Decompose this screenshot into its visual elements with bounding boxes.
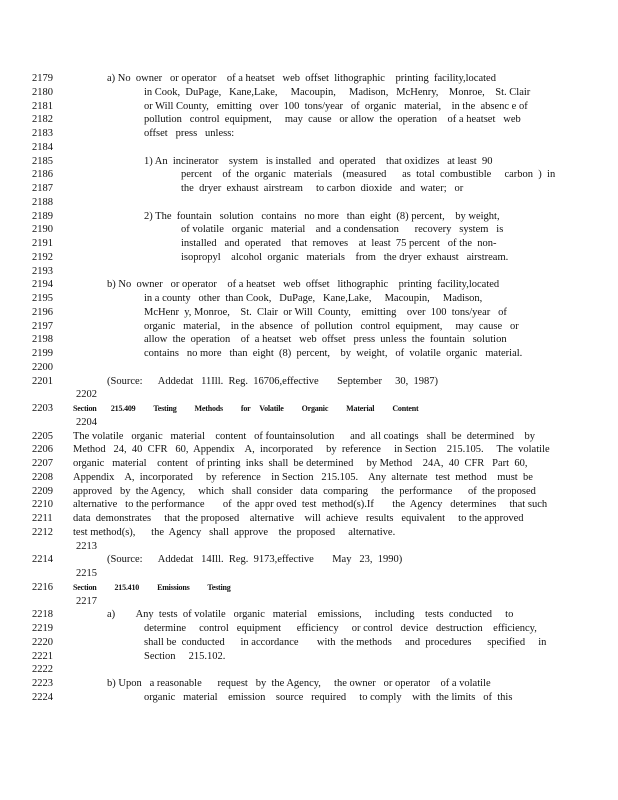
line-text: a) No owner or operator of a heatset web offset lithographic printing facility,located bbox=[107, 73, 496, 84]
section-heading: Section 215.409 Testing Methods for Volatile Organic Material Content bbox=[73, 404, 419, 413]
line-number: 2181 bbox=[32, 100, 53, 112]
line-number: 2192 bbox=[32, 251, 53, 263]
line-text: (Source: Addedat 14Ill. Reg. 9173,effective May 23, 1990) bbox=[107, 554, 403, 566]
line-number: 2222 bbox=[32, 664, 53, 676]
line-number: 2208 bbox=[32, 471, 53, 483]
line-number: 2219 bbox=[32, 623, 53, 634]
line-number: 2207 bbox=[32, 458, 53, 469]
line-number: 2195 bbox=[32, 293, 53, 304]
line-text: The volatile organic material content of fountainsolution and all coatings shall be determined by bbox=[73, 430, 535, 442]
line-number: 2212 bbox=[32, 526, 53, 538]
line-number: 2203 bbox=[32, 403, 53, 414]
line-number: 2201 bbox=[32, 375, 53, 387]
line-number: 2221 bbox=[32, 650, 53, 662]
line-number: 2210 bbox=[32, 499, 53, 511]
line-text: organic material emission source required to comply with the limits of this bbox=[144, 691, 513, 703]
line-text: contains no more than eight (8) percent, by weight, of volatile organic material. bbox=[144, 348, 523, 359]
line-text: in a county other than Cook, DuPage, Kane,Lake, Macoupin, Madison, bbox=[144, 293, 483, 304]
line-text: test method(s), the Agency shall approve the proposed alternative. bbox=[73, 526, 396, 538]
line-number: 2193 bbox=[32, 265, 53, 277]
line-text: approved by the Agency, which shall consider data comparing the performance of the proposed bbox=[73, 485, 536, 497]
line-number: 2209 bbox=[32, 485, 53, 497]
line-text: organic material, in the absence of pollution control equipment, may cause or bbox=[144, 320, 519, 332]
line-number: 2200 bbox=[32, 361, 53, 373]
line-text: 2) The fountain solution contains no more than eight (8) percent, by weight, bbox=[144, 210, 500, 222]
line-number: 2223 bbox=[32, 678, 53, 689]
line-text: b) Upon a reasonable request by the Agency, the owner or operator of a volatile bbox=[107, 678, 491, 689]
section-heading: Section 215.410 Emissions Testing bbox=[73, 582, 231, 592]
line-number: 2182 bbox=[32, 114, 53, 126]
line-text: McHenr y, Monroe, St. Clair or Will County, emitting over 100 tons/year of bbox=[144, 306, 507, 318]
line-number: 2189 bbox=[32, 210, 53, 222]
line-text: of volatile organic material and a condensation recovery system is bbox=[181, 224, 504, 236]
line-text: percent of the organic materials (measured as total combustible carbon ) in bbox=[181, 169, 556, 181]
line-number: 2202 bbox=[76, 389, 97, 401]
line-text: organic material content of printing inks shall be determined by Method 24A, 40 CFR Part 60, bbox=[73, 458, 528, 469]
line-text: or Will County, emitting over 100 tons/year of organic material, in the absenc e of bbox=[144, 100, 528, 112]
line-number: 2220 bbox=[32, 636, 53, 648]
line-number: 2198 bbox=[32, 334, 53, 346]
line-number: 2186 bbox=[32, 169, 53, 181]
line-number: 2179 bbox=[32, 73, 53, 84]
line-number: 2180 bbox=[32, 86, 53, 98]
line-text: installed and operated that removes at least 75 percent of the non- bbox=[181, 238, 497, 249]
line-number: 2204 bbox=[76, 416, 97, 428]
line-number: 2216 bbox=[32, 581, 53, 593]
line-number: 2183 bbox=[32, 128, 53, 139]
line-text: allow the operation of a heatset web offset press unless the fountain solution bbox=[144, 334, 507, 346]
line-text: in Cook, DuPage, Kane,Lake, Macoupin, Madison, McHenry, Monroe, St. Clair bbox=[144, 86, 531, 98]
line-number: 2187 bbox=[32, 183, 53, 194]
line-text: offset press unless: bbox=[144, 128, 235, 139]
line-number: 2215 bbox=[76, 568, 97, 579]
line-number: 2184 bbox=[32, 141, 53, 153]
line-text: pollution control equipment, may cause or allow the operation of a heatset web bbox=[144, 114, 521, 126]
line-number: 2217 bbox=[76, 595, 97, 607]
line-text: b) No owner or operator of a heatset web offset lithographic printing facility,located bbox=[107, 279, 500, 291]
line-number: 2199 bbox=[32, 348, 53, 359]
line-number: 2197 bbox=[32, 320, 53, 332]
line-text: data demonstrates that the proposed alternative will achieve results equivalent to the approved bbox=[73, 513, 524, 524]
line-text: shall be conducted in accordance with the methods and procedures specified in bbox=[144, 636, 547, 648]
line-number: 2205 bbox=[32, 430, 53, 442]
line-text: a) Any tests of volatile organic material emissions, including tests conducted to bbox=[107, 609, 514, 621]
line-text: Appendix A, incorporated by reference in Section 215.105. Any alternate test method must be bbox=[73, 471, 533, 483]
line-number: 2196 bbox=[32, 306, 53, 318]
line-number: 2190 bbox=[32, 224, 53, 236]
line-number: 2218 bbox=[32, 609, 53, 621]
line-text: alternative to the performance of the appr oved test method(s).If the Agency determines that such bbox=[73, 499, 548, 511]
line-number: 2214 bbox=[32, 554, 53, 566]
line-text: determine control equipment efficiency or control device destruction efficiency, bbox=[144, 623, 537, 634]
line-number: 2194 bbox=[32, 279, 53, 291]
line-number: 2213 bbox=[76, 540, 97, 552]
line-number: 2211 bbox=[32, 513, 53, 524]
line-text: Method 24, 40 CFR 60, Appendix A, incorporated by reference in Section 215.105. The volatile bbox=[73, 444, 550, 456]
line-number: 2185 bbox=[32, 155, 53, 167]
line-text: the dryer exhaust airstream to carbon dioxide and water; or bbox=[181, 183, 464, 194]
line-number: 2188 bbox=[32, 196, 53, 208]
line-number: 2191 bbox=[32, 238, 53, 249]
line-text: (Source: Addedat 11Ill. Reg. 16706,effective September 30, 1987) bbox=[107, 375, 438, 387]
line-text: Section 215.102. bbox=[144, 650, 226, 662]
line-number: 2224 bbox=[32, 691, 53, 703]
line-number: 2206 bbox=[32, 444, 53, 456]
line-text: 1) An incinerator system is installed and operated that oxidizes at least 90 bbox=[144, 155, 493, 167]
line-text: isopropyl alcohol organic materials from the dryer exhaust airstream. bbox=[181, 251, 509, 263]
